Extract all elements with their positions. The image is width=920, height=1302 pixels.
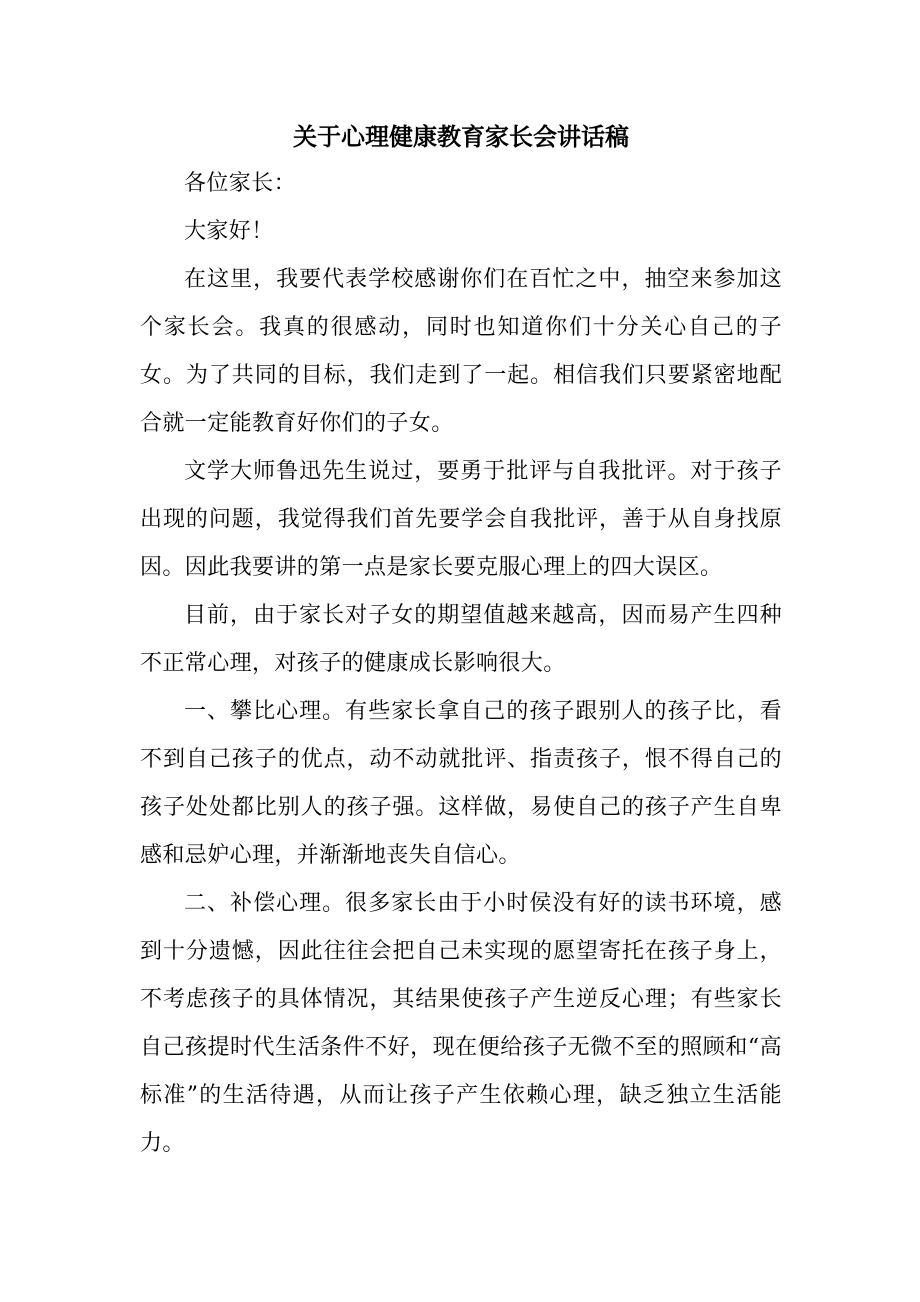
paragraph-four-mindsets: 目前，由于家长对子女的期望值越来越高，因而易产生四种不正常心理，对孩子的健康成长影响很大。: [140, 603, 782, 676]
document-body: [140, 112, 782, 1168]
document-title: 关于心理健康教育家长会讲话稿: [293, 122, 629, 151]
paragraph-comparison-mindset: 一、攀比心理。有些家长拿自己的孩子跟别人的孩子比，看不到自己孩子的优点，动不动就批评、指责孩子，恨不得自己的孩子处处都比别人的孩子强。这样做，易使自己的孩子产生自卑感和忌妒心理，并渐渐地丧失自信心。: [140, 699, 782, 868]
paragraph-thanks: 在这里，我要代表学校感谢你们在百忙之中，抽空来参加这个家长会。我真的很感动，同时也知道你们十分关心自己的子女。为了共同的目标，我们走到了一起。相信我们只要紧密地配合就一定能教育好你们的子女。: [140, 267, 782, 436]
paragraph-self-criticism: 文学大师鲁迅先生说过，要勇于批评与自我批评。对于孩子出现的问题，我觉得我们首先要学会自我批评，善于从自身找原因。因此我要讲的第一点是家长要克服心理上的四大误区。: [140, 459, 782, 580]
paragraph-compensation-mindset: 二、补偿心理。很多家长由于小时侯没有好的读书环境，感到十分遗憾，因此往往会把自己未实现的愿望寄托在孩子身上，不考虑孩子的具体情况，其结果使孩子产生逆反心理；有些家长自己孩提时代生活条件不好，现在便给孩子无微不至的照顾和“高标准”的生活待遇，从而让孩子产生依赖心理，缺乏独立生活能力。: [140, 891, 782, 1156]
paragraph-hello: 大家好！: [184, 219, 274, 244]
paragraph-greeting: 各位家长：: [184, 171, 297, 196]
